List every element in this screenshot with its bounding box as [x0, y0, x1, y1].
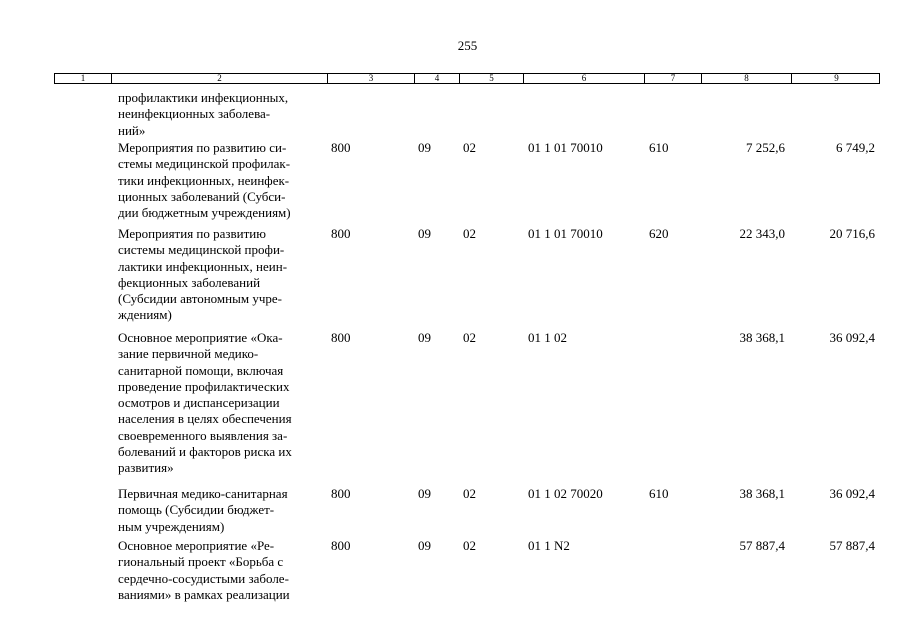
row-col-4: 09 — [418, 486, 431, 501]
row-col-4: 09 — [418, 330, 431, 345]
page-number: 255 — [457, 38, 478, 53]
row-name: Мероприятия по развитию си- стемы медицинской профилак- тики инфекционных, неинфек- ционных заболеваний (Субси- дии бюджетным учреждениям) — [118, 140, 291, 221]
row-name: Первичная медико-санитарная помощь (Субсидии бюджет- ным учреждениям) — [118, 486, 288, 534]
row-col-6: 01 1 N2 — [528, 538, 570, 553]
row-col-8: 38 368,1 — [739, 330, 785, 345]
row-col-8: 7 252,6 — [746, 140, 785, 155]
row-col-5: 02 — [463, 538, 476, 553]
row-col-6: 01 1 02 — [528, 330, 567, 345]
row-col-3: 800 — [331, 538, 351, 553]
row-col-8: 38 368,1 — [739, 486, 785, 501]
row-col-4: 09 — [418, 140, 431, 155]
row-col-7: 610 — [649, 140, 669, 155]
row-col-4: 09 — [418, 538, 431, 553]
header-col-7: 7 — [644, 74, 701, 83]
row-col-6: 01 1 02 70020 — [528, 486, 603, 501]
header-col-2: 2 — [111, 74, 327, 83]
row-col-3: 800 — [331, 140, 351, 155]
row-col-4: 09 — [418, 226, 431, 241]
row-col-5: 02 — [463, 486, 476, 501]
header-col-6: 6 — [523, 74, 644, 83]
row-col-5: 02 — [463, 226, 476, 241]
row-col-9: 57 887,4 — [829, 538, 875, 553]
row-col-9: 6 749,2 — [836, 140, 875, 155]
header-col-4: 4 — [414, 74, 459, 83]
header-col-8: 8 — [701, 74, 791, 83]
row-col-8: 22 343,0 — [739, 226, 785, 241]
row-col-9: 36 092,4 — [829, 486, 875, 501]
row-col-7: 610 — [649, 486, 669, 501]
row-col-5: 02 — [463, 330, 476, 345]
row-col-6: 01 1 01 70010 — [528, 226, 603, 241]
row-col-5: 02 — [463, 140, 476, 155]
row-col-8: 57 887,4 — [739, 538, 785, 553]
row-col-9: 20 716,6 — [829, 226, 875, 241]
header-col-1: 1 — [80, 73, 86, 83]
row-name: Основное мероприятие «Ре- гиональный проект «Борьба с сердечно-сосудистыми заболе- ваниями» в рамках реализации — [118, 538, 290, 602]
row-col-3: 800 — [331, 330, 351, 345]
row-name: Основное мероприятие «Ока- зание первичной медико- санитарной помощи, включая проведение профилактических осмотров и диспансеризации населения в целях обеспечения своевременного выявления за- болеваний и факторов риска их развития» — [118, 330, 292, 476]
row-col-6: 01 1 01 70010 — [528, 140, 603, 155]
row-col-3: 800 — [331, 486, 351, 501]
header-col-9: 9 — [791, 74, 881, 83]
row-name: Мероприятия по развитию системы медицинской профи- лактики инфекционных, неин- фекционных заболеваний (Субсидии автономным учре- ждениям) — [118, 226, 288, 323]
row-col-7: 620 — [649, 226, 669, 241]
table-header — [54, 73, 880, 84]
row-name: профилактики инфекционных, неинфекционных заболева- ний» — [118, 90, 289, 138]
header-col-3: 3 — [327, 74, 414, 83]
row-col-3: 800 — [331, 226, 351, 241]
row-col-9: 36 092,4 — [829, 330, 875, 345]
header-col-5: 5 — [459, 74, 523, 83]
